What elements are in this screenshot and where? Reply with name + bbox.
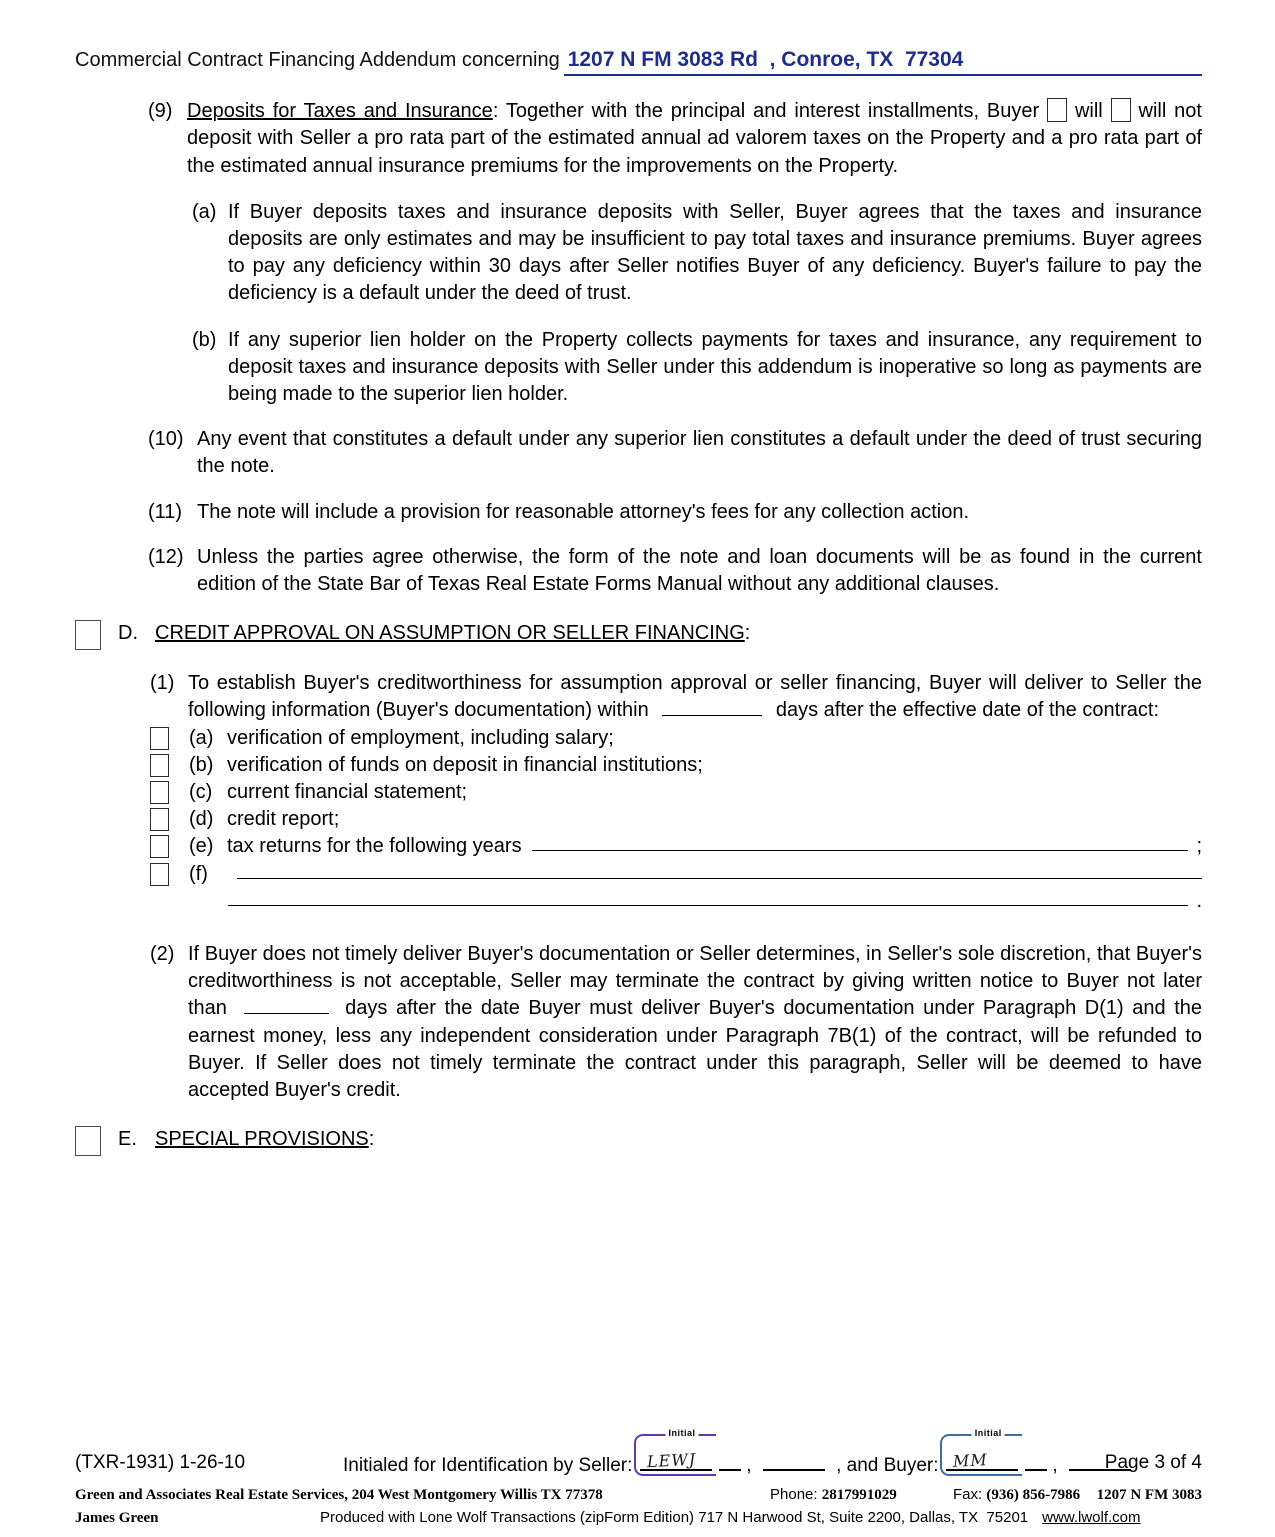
section-d-letter: D. [118, 622, 138, 645]
seller-initial-tag: Initial [666, 1429, 699, 1438]
produced-row [75, 1507, 1202, 1530]
will-not-checkbox[interactable] [1111, 98, 1131, 122]
checklist-e-checkbox[interactable] [150, 835, 169, 858]
fax-label: Fax: [953, 1486, 983, 1503]
checklist-c-label: current financial statement; [227, 781, 468, 804]
item-11-number: (11) [148, 500, 183, 523]
item-10 [148, 426, 1202, 480]
item-d1 [150, 670, 1202, 724]
checklist-b-number: (b) [189, 753, 214, 776]
checklist-b-checkbox[interactable] [150, 754, 169, 777]
phone-number: 2817991029 [821, 1487, 897, 1503]
checklist-f-checkbox[interactable] [150, 863, 169, 886]
item-11 [148, 499, 1202, 526]
section-d-checkbox[interactable] [75, 620, 101, 650]
item-10-text: Any event that constitutes a default under any superior lien constitutes a default under the deed of trust securing the note. [197, 428, 1202, 478]
checklist-item-b [150, 752, 1202, 779]
form-code: (TXR-1931) 1-26-10 [75, 1452, 246, 1473]
item-9-rest: will not deposit with Seller a pro rata part of the estimated annual ad valorem taxes on the Property and a pro rata part of the estimated annual insurance premiums for the improvements on the Property. [187, 100, 1202, 177]
will-checkbox[interactable] [1047, 98, 1067, 122]
buyer-initial-line-extension [1025, 1457, 1047, 1471]
checklist-d-label: credit report; [227, 808, 340, 831]
item-d1-text [188, 670, 1202, 724]
form-title: Commercial Contract Financing Addendum concerning [75, 49, 560, 71]
seller-initials-field[interactable] [640, 1428, 712, 1472]
other-documentation-blank[interactable] [237, 861, 1202, 879]
seller-second-initial-blank[interactable] [763, 1457, 825, 1471]
fax-number: (936) 856-7986 [986, 1487, 1081, 1503]
tax-years-blank[interactable] [532, 833, 1189, 851]
item-9-text [187, 98, 1202, 180]
days-to-deliver-blank[interactable] [662, 701, 762, 716]
termination-days-blank[interactable] [244, 999, 329, 1014]
item-10-number: (10) [148, 428, 184, 451]
checklist-e-suffix: ; [1196, 835, 1202, 858]
item-d1-number: (1) [150, 672, 175, 695]
checklist-e-label: tax returns for the following years [227, 835, 522, 858]
page-footer [75, 1428, 1202, 1532]
initialed-label: Initialed for Identification by Seller: [343, 1455, 633, 1476]
seller-initial-line-extension [719, 1457, 741, 1471]
checklist-item-f [150, 861, 1202, 888]
item-d2 [150, 941, 1202, 1104]
documentation-checklist [150, 725, 1202, 915]
page-number: Page 3 of 4 [1104, 1452, 1202, 1473]
item-9b-text: If any superior lien holder on the Property collects payments for taxes and insurance, any requirement to deposit taxes and insurance deposits with Seller under this addendum is inoperative so long as payments are being made to the superior lien holder. [228, 328, 1202, 406]
item-12 [148, 544, 1202, 598]
initial-row [75, 1428, 1202, 1480]
checklist-item-a [150, 725, 1202, 752]
broker-office: Green and Associates Real Estate Services, 204 West Montgomery Willis TX 77378 [75, 1487, 603, 1503]
checklist-f-suffix: . [1196, 889, 1202, 912]
will-label: will [1074, 100, 1103, 123]
initialed-line [343, 1428, 1137, 1479]
property-address: 1207 N FM 3083 Rd , Conroe, TX 77304 [567, 48, 964, 71]
checklist-e-number: (e) [189, 835, 214, 858]
buyer-initial-tag: Initial [972, 1429, 1005, 1438]
item-d2-number: (2) [150, 943, 175, 966]
checklist-f-number: (f) [189, 862, 208, 885]
checklist-item-d [150, 806, 1202, 833]
section-e-letter: E. [118, 1128, 137, 1151]
checklist-a-checkbox[interactable] [150, 727, 169, 750]
checklist-a-number: (a) [189, 726, 214, 749]
produced-text: Produced with Lone Wolf Transactions (zipForm Edition) 717 N Harwood St, Suite 2200, Dallas, TX 75201 [320, 1509, 1029, 1526]
item-d2-before-blank: If Buyer does not timely deliver Buyer's documentation or Seller determines, in Seller's sole discretion, that Buyer's creditworthiness is not acceptable, Seller may terminate the contract by giving written notice to Buyer not later than [188, 943, 1202, 1020]
item-12-text: Unless the parties agree otherwise, the form of the note and loan documents will be as found in the current edition of the State Bar of Texas Real Estate Forms Manual without any additional clauses. [197, 545, 1202, 596]
comma-1: , [746, 1455, 752, 1476]
item-9a-number: (a) [192, 200, 217, 223]
checklist-item-c [150, 779, 1202, 806]
checklist-item-e [150, 833, 1202, 860]
checklist-item-f-continuation [228, 888, 1202, 915]
lwolf-link[interactable]: www.lwolf.com [1042, 1509, 1141, 1526]
checklist-b-label: verification of funds on deposit in financial institutions; [227, 753, 703, 776]
section-d-colon: : [744, 622, 751, 645]
section-d-row [75, 620, 1202, 650]
comma-2: , [1052, 1455, 1058, 1476]
item-9 [148, 98, 1202, 180]
broker-phone [770, 1484, 897, 1506]
item-d1-before-blank: To establish Buyer's creditworthiness for assumption approval or seller financing, Buyer will deliver to Seller the following information (Buyer's documentation) within [188, 672, 1202, 722]
item-9-heading: Deposits for Taxes and Insurance [187, 100, 493, 123]
agent-name: James Green [75, 1510, 159, 1526]
property-address-underline [564, 46, 1202, 76]
item-9-number: (9) [148, 100, 173, 123]
and-buyer-label: , and Buyer: [836, 1455, 939, 1476]
section-e-row [75, 1126, 1202, 1156]
section-e-colon: : [368, 1128, 375, 1151]
other-documentation-blank-2[interactable] [228, 888, 1188, 906]
item-9b-number: (b) [192, 328, 217, 351]
seller-initials-handwriting: LEWJ [646, 1449, 697, 1472]
item-d2-after-blank: days after the date Buyer must deliver Buyer's documentation under Paragraph D(1) and the earnest money, less any independent consideration under Paragraph 7B(1) of the contract, will be refunded to Buyer. If Seller does not timely terminate the contract under this paragraph, Seller will be deemed to have accepted Buyer's credit. [188, 997, 1203, 1102]
buyer-initials-handwriting: MM [952, 1450, 989, 1471]
broker-fax [953, 1484, 1080, 1506]
item-9a-text: If Buyer deposits taxes and insurance deposits with Seller, Buyer agrees that the taxes and insurance deposits are only estimates and may be insufficient to pay total taxes and insurance premiums. Buyer agrees to pay any deficiency within 30 days after Seller notifies Buyer of any deficiency. Buyer's failure to pay the deficiency is a default under the deed of trust. [228, 200, 1202, 305]
file-reference: 1207 N FM 3083 [1096, 1487, 1202, 1503]
item-9b [192, 327, 1202, 409]
item-9a [192, 199, 1202, 308]
item-12-number: (12) [148, 545, 184, 568]
checklist-d-checkbox[interactable] [150, 808, 169, 831]
item-d2-text [188, 941, 1202, 1104]
header [75, 46, 1202, 76]
item-d1-after-blank: days after the effective date of the contract: [775, 699, 1160, 722]
section-e-checkbox[interactable] [75, 1126, 101, 1156]
checklist-d-number: (d) [189, 808, 214, 831]
checklist-c-number: (c) [189, 781, 213, 804]
produced-with [320, 1507, 1141, 1529]
item-11-text: The note will include a provision for reasonable attorney's fees for any collection action. [197, 500, 970, 523]
section-e-heading-wrap [155, 1126, 374, 1153]
phone-label: Phone: [770, 1486, 818, 1503]
section-d-heading-wrap [155, 620, 750, 647]
section-e-heading: SPECIAL PROVISIONS [155, 1128, 369, 1151]
checklist-a-label: verification of employment, including salary; [227, 726, 614, 749]
buyer-initials-field[interactable] [946, 1428, 1018, 1471]
checklist-c-checkbox[interactable] [150, 781, 169, 804]
broker-info-row [75, 1484, 1202, 1507]
item-9-lead: : Together with the principal and interest installments, Buyer [492, 100, 1040, 123]
section-d-heading: CREDIT APPROVAL ON ASSUMPTION OR SELLER FINANCING [155, 622, 745, 645]
